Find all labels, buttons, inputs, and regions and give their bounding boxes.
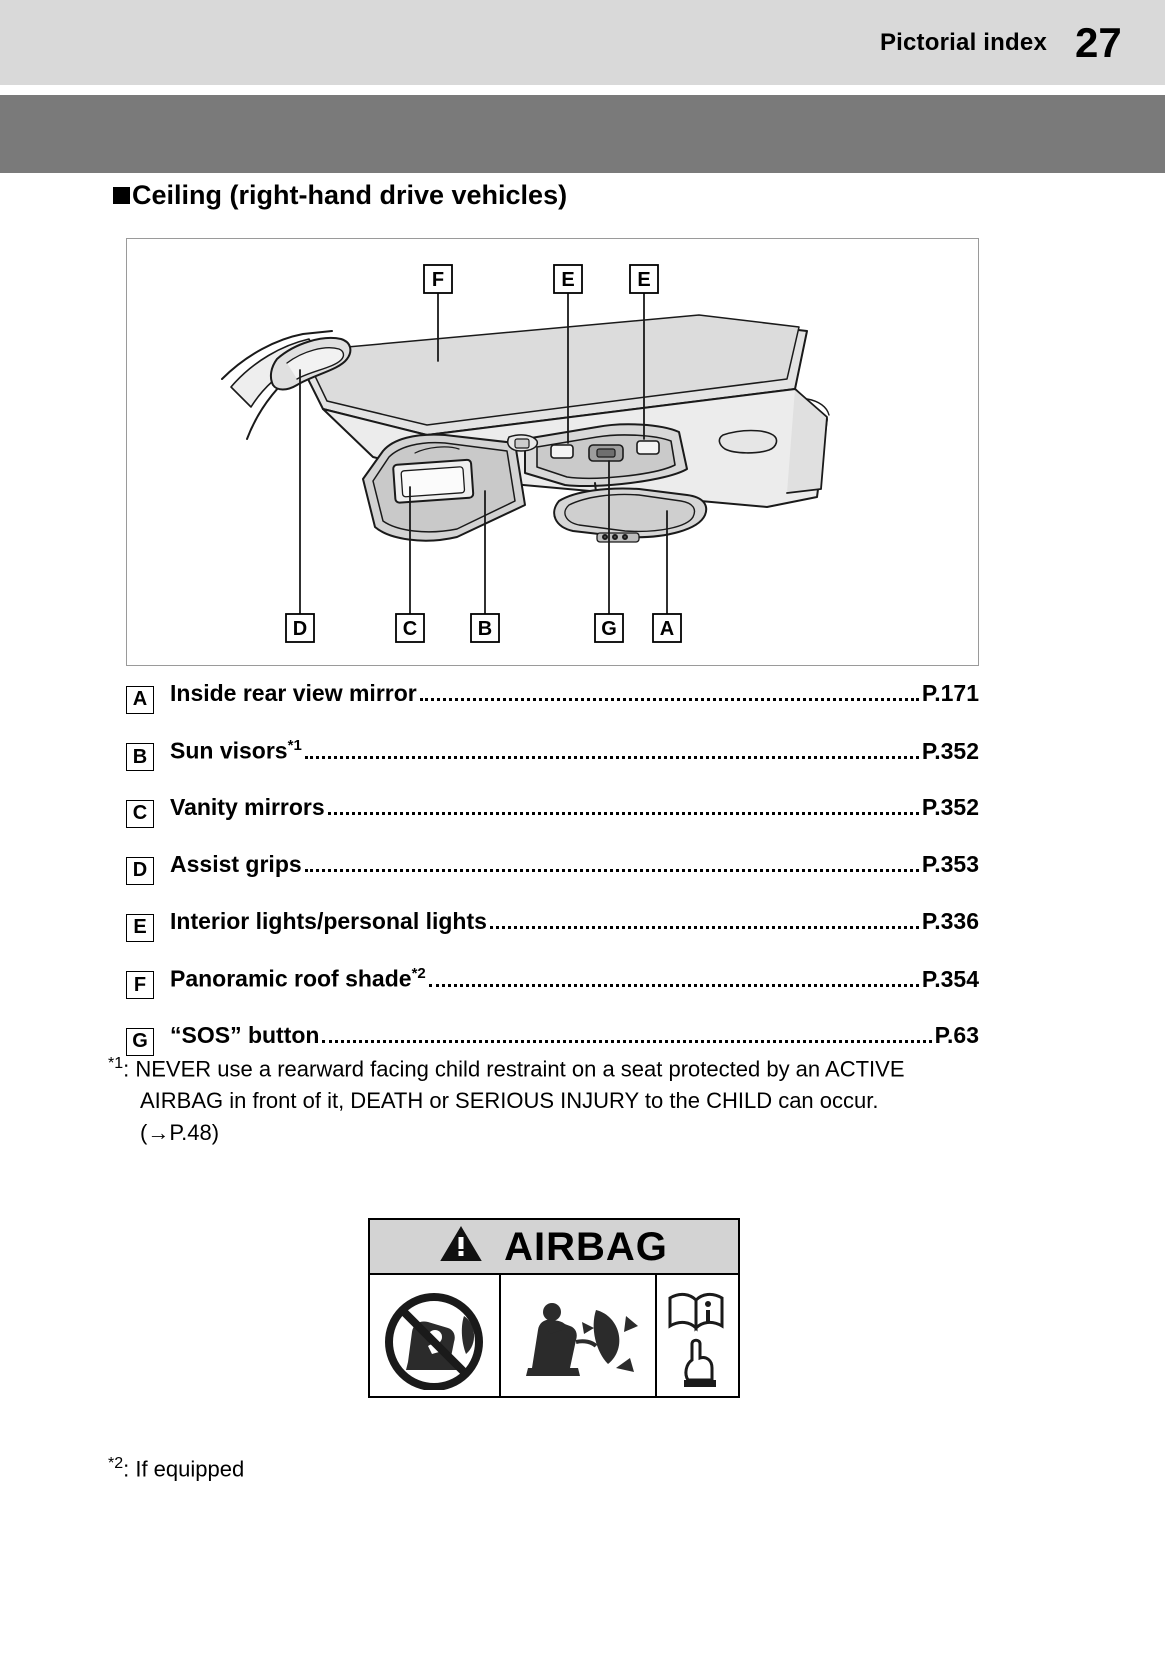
leader-dots — [305, 755, 919, 759]
leader-dots — [328, 811, 919, 815]
index-row-c[interactable] — [126, 794, 979, 851]
svg-text:D: D — [292, 618, 308, 640]
index-label-c: Vanity mirrors — [170, 794, 325, 820]
footnote-2-mark: *2 — [108, 1455, 124, 1472]
leader-dots — [322, 1039, 931, 1043]
svg-text:E: E — [637, 269, 651, 291]
index-tag-f: F — [126, 971, 154, 999]
index-row-d[interactable] — [126, 851, 979, 908]
leader-dots — [420, 697, 919, 701]
index-label-g: “SOS” button — [170, 1022, 320, 1048]
footnote-1-mark: *1 — [108, 1055, 124, 1072]
index-label-f: Panoramic roof shade$^{*2}$ — [170, 965, 426, 992]
header-gray-band — [0, 95, 1165, 173]
page-number: 27 — [1075, 18, 1122, 66]
airbag-pictogram-row — [370, 1275, 738, 1397]
index-page-c[interactable]: P.352 — [921, 794, 979, 820]
warning-triangle-icon — [440, 1225, 482, 1268]
page-header — [0, 0, 1165, 85]
index-page-e[interactable]: P.336 — [921, 908, 979, 934]
index-row-e[interactable] — [126, 908, 979, 965]
bullet-square-icon — [113, 187, 130, 204]
index-page-b[interactable]: P.352 — [921, 737, 979, 764]
index-page-d[interactable]: P.353 — [921, 851, 979, 877]
footnote-2 — [108, 1455, 244, 1482]
index-tag-g: G — [126, 1028, 154, 1056]
airbag-warning-label — [368, 1218, 740, 1398]
section-heading — [113, 180, 567, 211]
page-title: Pictorial index — [879, 28, 1047, 56]
svg-text:G: G — [601, 618, 617, 640]
section-heading-text: Ceiling (right-hand drive vehicles) — [132, 180, 568, 210]
leader-dots — [490, 925, 919, 929]
index-label-a: Inside rear view mirror — [170, 680, 417, 706]
ceiling-diagram — [126, 238, 979, 666]
index-tag-c: C — [126, 800, 154, 828]
footnote-1-line2: AIRBAG in front of it, DEATH or SERIOUS INJURY to the CHILD can occur. — [140, 1088, 879, 1114]
pictorial-index-list — [126, 680, 979, 1079]
footnote-ref-2: *2 — [411, 965, 426, 982]
leader-dots — [429, 983, 919, 987]
index-tag-e: E — [126, 914, 154, 942]
index-tag-a: A — [126, 686, 154, 714]
no-rear-facing-child-seat-icon — [370, 1275, 501, 1397]
svg-text:F: F — [431, 269, 445, 291]
read-manual-icon — [657, 1275, 738, 1397]
footnote-ref-1: *1 — [287, 737, 302, 754]
svg-text:A: A — [659, 618, 675, 640]
index-page-f[interactable]: P.354 — [921, 965, 979, 992]
leader-dots — [305, 868, 919, 872]
footnote-1-line3: (→P.48) — [140, 1120, 220, 1146]
index-page-a[interactable]: P.171 — [921, 680, 979, 706]
index-row-a[interactable] — [126, 680, 979, 737]
index-row-b[interactable] — [126, 737, 979, 794]
index-label-d: Assist grips — [170, 851, 302, 877]
index-row-f[interactable] — [126, 965, 979, 1022]
airbag-word: AIRBAG — [504, 1224, 668, 1269]
svg-text:B: B — [477, 618, 493, 640]
index-label-b: Sun visors$^{*1}$ — [170, 737, 302, 764]
index-label-e: Interior lights/personal lights — [170, 908, 487, 934]
index-tag-d: D — [126, 857, 154, 885]
footnote-1 — [108, 1048, 988, 1149]
index-tag-b: B — [126, 743, 154, 771]
footnote-1-line1: : NEVER use a rearward facing child restraint on a seat protected by an ACTIVE — [123, 1056, 905, 1082]
airbag-label-header — [370, 1220, 738, 1275]
svg-text:C: C — [402, 618, 418, 640]
svg-text:E: E — [561, 269, 575, 291]
index-page-g[interactable]: P.63 — [934, 1022, 979, 1048]
airbag-deployment-icon — [501, 1275, 657, 1397]
footnote-2-text: : If equipped — [123, 1456, 245, 1482]
